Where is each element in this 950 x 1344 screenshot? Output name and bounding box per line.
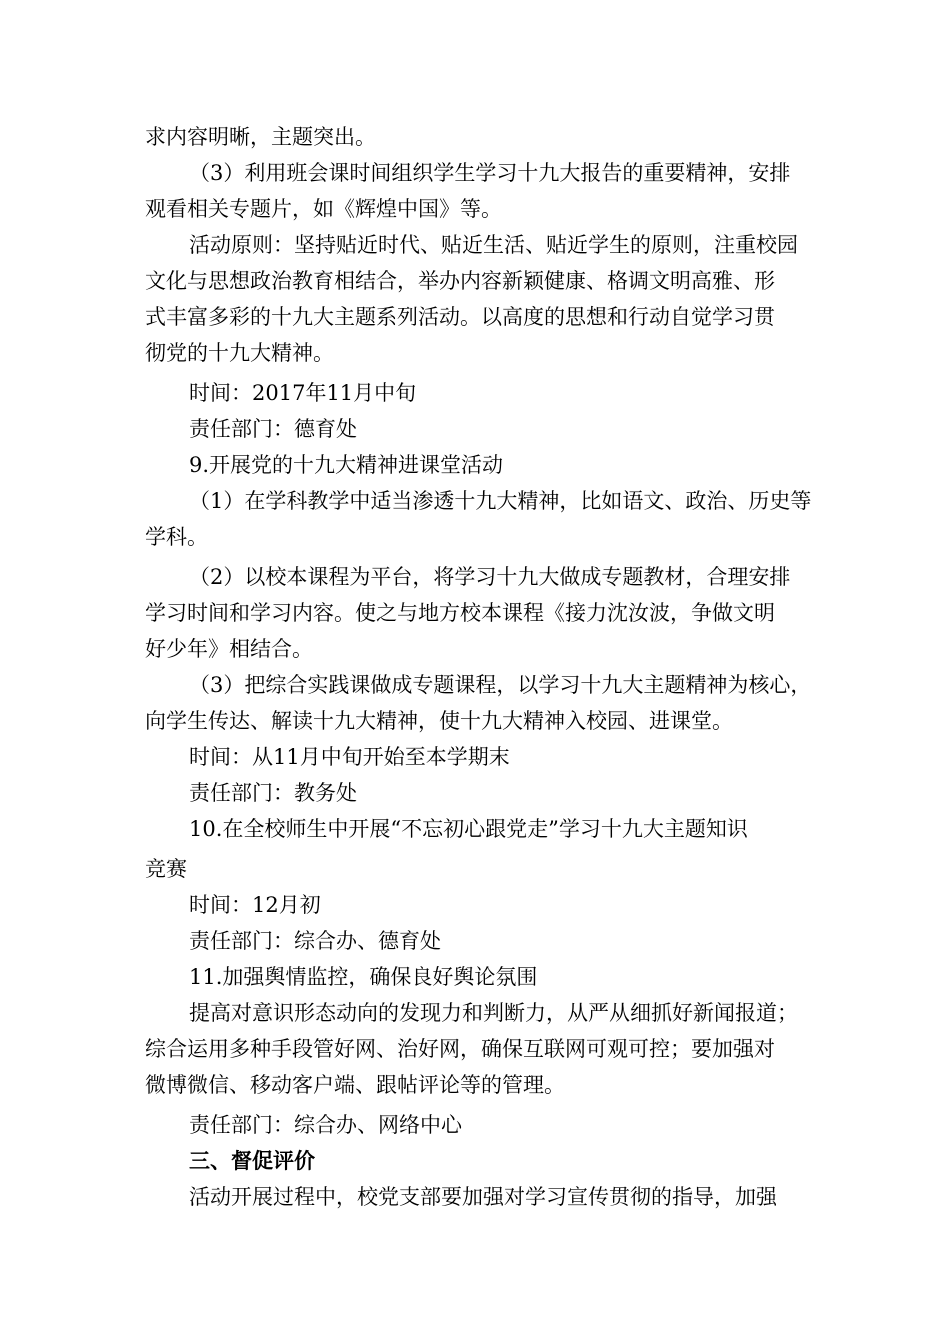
text-line: 责任部门：综合办、网络中心 — [189, 1113, 462, 1137]
text-line: 活动开展过程中，校党支部要加强对学习宣传贯彻的指导，加强 — [189, 1185, 777, 1209]
text-line: 责任部门：教务处 — [189, 781, 357, 805]
text-line: 式丰富多彩的十九大主题系列活动。以高度的思想和行动自觉学习贯 — [145, 305, 775, 329]
text-line: 时间：从11月中旬开始至本学期末 — [189, 745, 510, 769]
section-heading: 10.在全校师生中开展“不忘初心跟党走”学习十九大主题知识 — [189, 817, 748, 841]
text-line: 提高对意识形态动向的发现力和判断力，从严从细抓好新闻报道； — [189, 1001, 798, 1025]
text-line: 活动原则：坚持贴近时代、贴近生活、贴近学生的原则，注重校园 — [189, 233, 798, 257]
text-line: 彻党的十九大精神。 — [145, 341, 334, 365]
text-line: 时间：12月初 — [189, 893, 321, 917]
text-line: （1）在学科教学中适当渗透十九大精神，比如语文、政治、历史等 — [189, 489, 812, 513]
text-line: 微博微信、移动客户端、跟帖评论等的管理。 — [145, 1073, 565, 1097]
text-line: 责任部门：综合办、德育处 — [189, 929, 441, 953]
text-line: 好少年》相结合。 — [145, 637, 313, 661]
section-heading: 9.开展党的十九大精神进课堂活动 — [189, 453, 504, 477]
text-line: 学习时间和学习内容。使之与地方校本课程《接力沈汝波，争做文明 — [145, 601, 775, 625]
text-line: （3）利用班会课时间组织学生学习十九大报告的重要精神，安排 — [189, 161, 791, 185]
text-line: 求内容明晰，主题突出。 — [145, 125, 376, 149]
text-line: （3）把综合实践课做成专题课程，以学习十九大主题精神为核心， — [189, 673, 812, 697]
text-line: 学科。 — [145, 525, 208, 549]
section-heading-bold: 三、督促评价 — [189, 1148, 315, 1173]
text-line: 竞赛 — [145, 857, 187, 881]
text-line: 观看相关专题片，如《辉煌中国》等。 — [145, 197, 502, 221]
section-heading: 11.加强舆情监控，确保良好舆论氛围 — [189, 965, 538, 989]
text-line: 综合运用多种手段管好网、治好网，确保互联网可观可控；要加强对 — [145, 1037, 775, 1061]
text-line: 文化与思想政治教育相结合，举办内容新颖健康、格调文明高雅、形 — [145, 269, 775, 293]
text-line: （2）以校本课程为平台，将学习十九大做成专题教材，合理安排 — [189, 565, 791, 589]
text-line: 责任部门：德育处 — [189, 417, 357, 441]
text-line: 时间：2017年11月中旬 — [189, 381, 417, 405]
text-line: 向学生传达、解读十九大精神，使十九大精神入校园、进课堂。 — [145, 709, 733, 733]
